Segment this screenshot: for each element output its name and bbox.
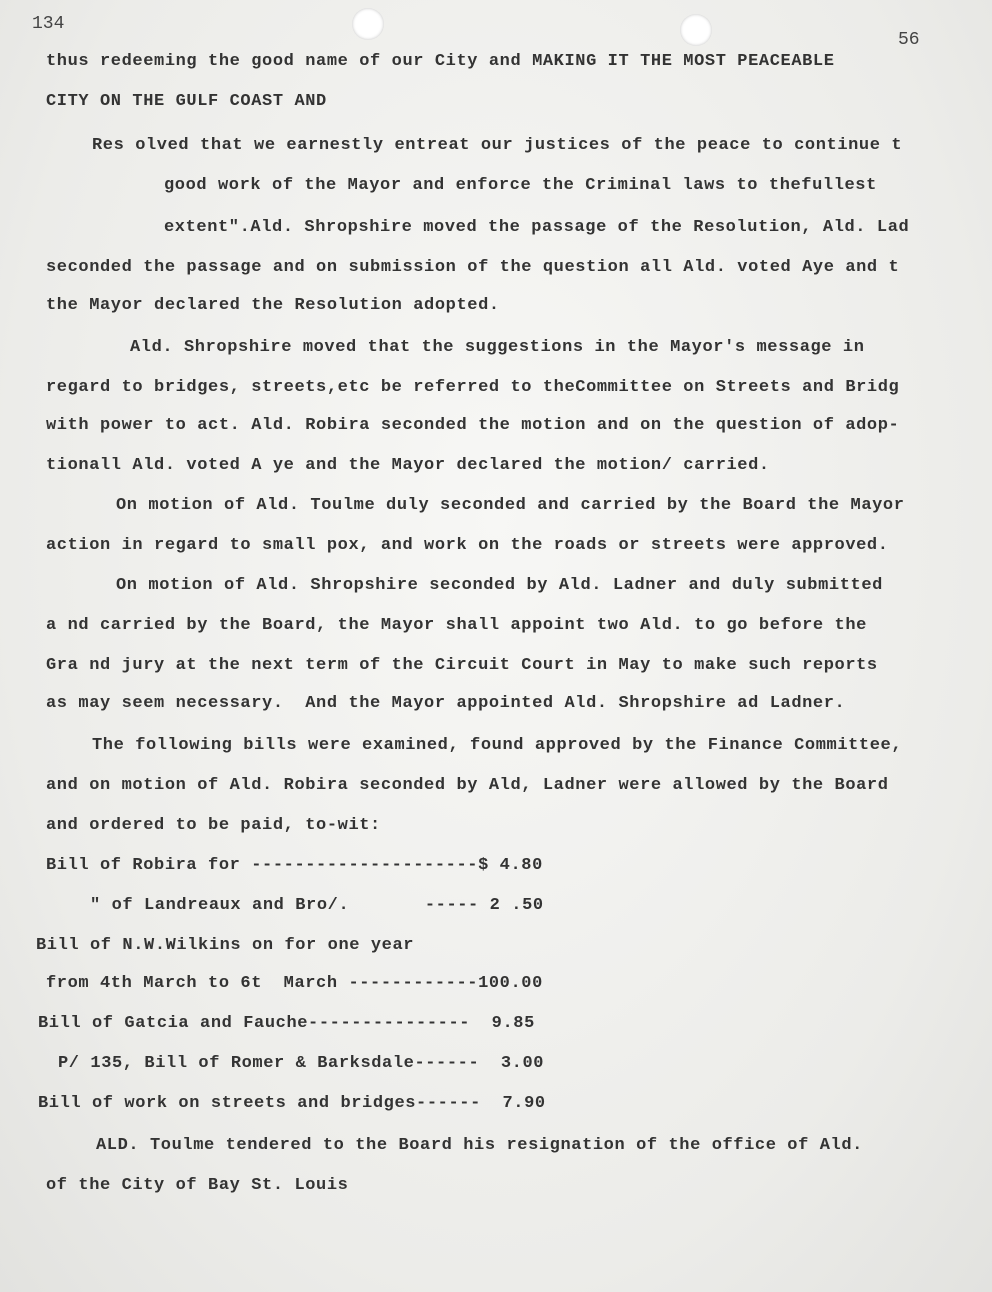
text-line: Gra nd jury at the next term of the Circuit Court in May to make such reports [46, 656, 878, 675]
text-line: The following bills were examined, found approved by the Finance Committee, [92, 736, 903, 755]
page-number-right: 56 [898, 30, 920, 50]
text-line: On motion of Ald. Shropshire seconded by Ald. Ladner and duly submitted [116, 576, 883, 595]
text-line: thus redeeming the good name of our City and MAKING IT THE MOST PEACEABLE [46, 52, 835, 71]
text-line: and on motion of Ald. Robira seconded by Ald, Ladner were allowed by the Board [46, 776, 889, 795]
text-line: a nd carried by the Board, the Mayor shall appoint two Ald. to go before the [46, 616, 867, 635]
page-number-left: 134 [32, 14, 65, 34]
punch-hole-left [352, 8, 384, 40]
text-line: tionall Ald. voted A ye and the Mayor declared the motion/ carried. [46, 456, 770, 475]
text-line: Res olved that we earnestly entreat our justices of the peace to continue t [92, 136, 903, 155]
bill-line: Bill of Gatcia and Fauche--------------- 9.85 [38, 1014, 535, 1033]
text-line: ALD. Toulme tendered to the Board his resignation of the office of Ald. [96, 1136, 863, 1155]
text-line: of the City of Bay St. Louis [46, 1176, 349, 1195]
text-line: as may seem necessary. And the Mayor appointed Ald. Shropshire ad Ladner. [46, 694, 846, 713]
punch-hole-right [680, 14, 712, 46]
text-line: Ald. Shropshire moved that the suggestions in the Mayor's message in [130, 338, 865, 357]
text-line: extent".Ald. Shropshire moved the passage of the Resolution, Ald. Lad [164, 218, 910, 237]
bill-line: Bill of Robira for ---------------------$ 4.80 [46, 856, 543, 875]
text-line: On motion of Ald. Toulme duly seconded and carried by the Board the Mayor [116, 496, 905, 515]
bill-line: Bill of work on streets and bridges------ 7.90 [38, 1094, 546, 1113]
text-line: regard to bridges, streets,etc be referred to theCommittee on Streets and Bridg [46, 378, 900, 397]
text-line: CITY ON THE GULF COAST AND [46, 92, 327, 111]
bill-line: P/ 135, Bill of Romer & Barksdale------ 3.00 [58, 1054, 545, 1073]
text-line: the Mayor declared the Resolution adopted. [46, 296, 500, 315]
bill-line: from 4th March to 6t March ------------100.00 [46, 974, 543, 993]
bill-line: " of Landreaux and Bro/. ----- 2 .50 [90, 896, 544, 915]
text-line: with power to act. Ald. Robira seconded the motion and on the question of adop- [46, 416, 900, 435]
text-line: and ordered to be paid, to-wit: [46, 816, 381, 835]
bill-line: Bill of N.W.Wilkins on for one year [36, 936, 415, 955]
text-line: good work of the Mayor and enforce the Criminal laws to thefullest [164, 176, 877, 195]
text-line: action in regard to small pox, and work on the roads or streets were approved. [46, 536, 889, 555]
text-line: seconded the passage and on submission of the question all Ald. voted Aye and t [46, 258, 900, 277]
